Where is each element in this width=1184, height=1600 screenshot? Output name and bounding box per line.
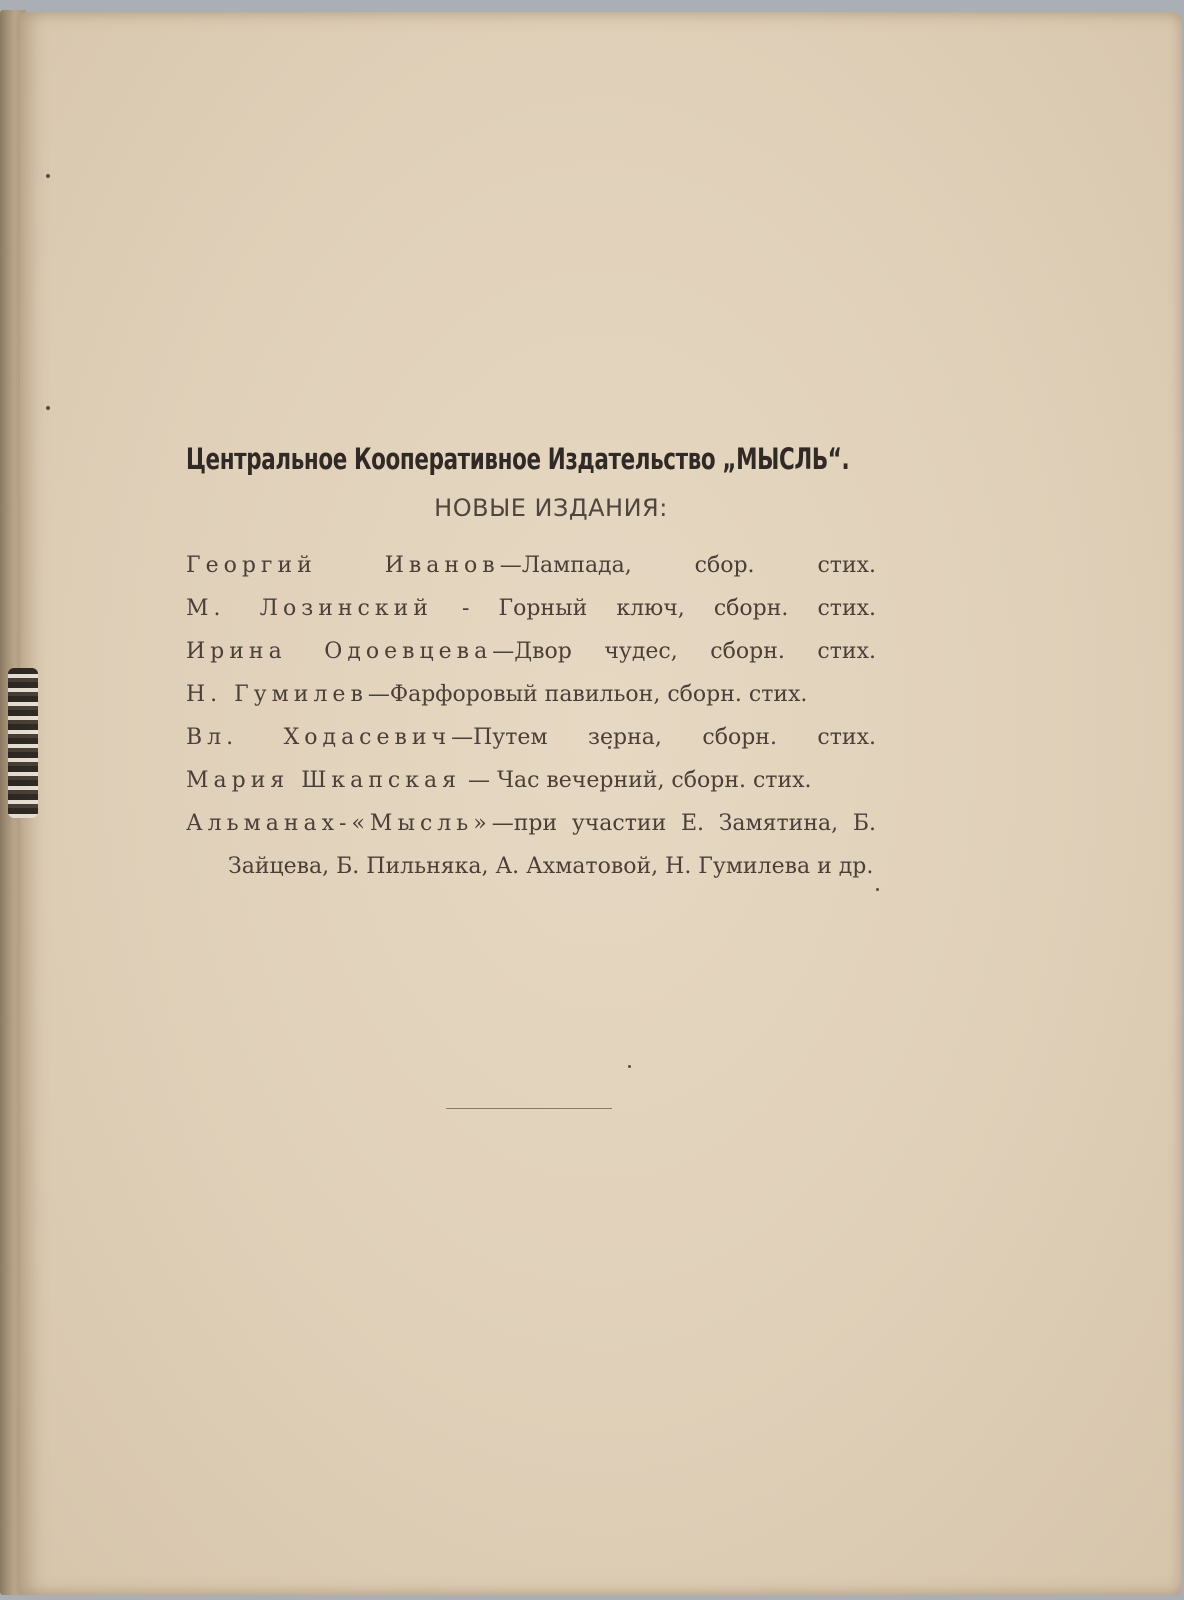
entry-work: Путем зерна, сборн. стих. (473, 725, 876, 750)
paper-speck (628, 1065, 631, 1068)
book-entry (186, 630, 876, 673)
entry-work: Час вечерний, сборн. стих. (496, 768, 812, 793)
entry-author: Мария Шкапская (186, 768, 461, 793)
entry-separator: — (499, 553, 522, 578)
book-entry (186, 716, 876, 759)
book-entry (186, 544, 876, 587)
entry-separator: — (491, 811, 514, 836)
entry-work: при участии Е. Замятина, Б. Зайцева, Б. Пильняка, А. Ахматовой, Н. Гумилева и др. (228, 811, 876, 879)
book-entry (186, 759, 876, 802)
publisher-heading: Центральное Кооперативное Издательство „МЫСЛЬ“. (186, 442, 850, 476)
paper-speck (46, 406, 50, 410)
entry-separator: — (492, 639, 515, 664)
entry-work: Фарфоровый павильон, сборн. стих. (389, 682, 808, 707)
entry-author: Вл. Ходасевич (186, 725, 452, 750)
book-entry (186, 673, 876, 716)
entry-author: Н. Гумилев (186, 682, 368, 707)
section-divider (446, 1108, 612, 1109)
entry-separator: — (451, 725, 474, 750)
entry-separator: — (367, 682, 390, 707)
paper-page (20, 12, 1182, 1595)
entry-separator: — (460, 768, 497, 793)
book-entry (186, 802, 876, 888)
entry-work: Лампада, сбор. стих. (521, 553, 877, 578)
entry-author: М. Лозинский (186, 596, 433, 621)
paper-speck (46, 174, 50, 178)
entry-separator: - (432, 596, 499, 621)
entry-author: Ирина Одоевцева (186, 639, 493, 664)
advertisement-block (186, 442, 876, 888)
entry-work: Двор чудес, сборн. стих. (514, 639, 876, 664)
entry-work: Горный ключ, сборн. стих. (498, 596, 877, 621)
paper-speck (876, 888, 879, 891)
book-entry (186, 587, 876, 630)
entry-author: Альманах-«Мысль» (186, 811, 492, 836)
entry-author: Георгий Иванов (186, 553, 500, 578)
binding-thread (8, 668, 38, 818)
section-title: НОВЫЕ ИЗДАНИЯ: (434, 494, 668, 522)
